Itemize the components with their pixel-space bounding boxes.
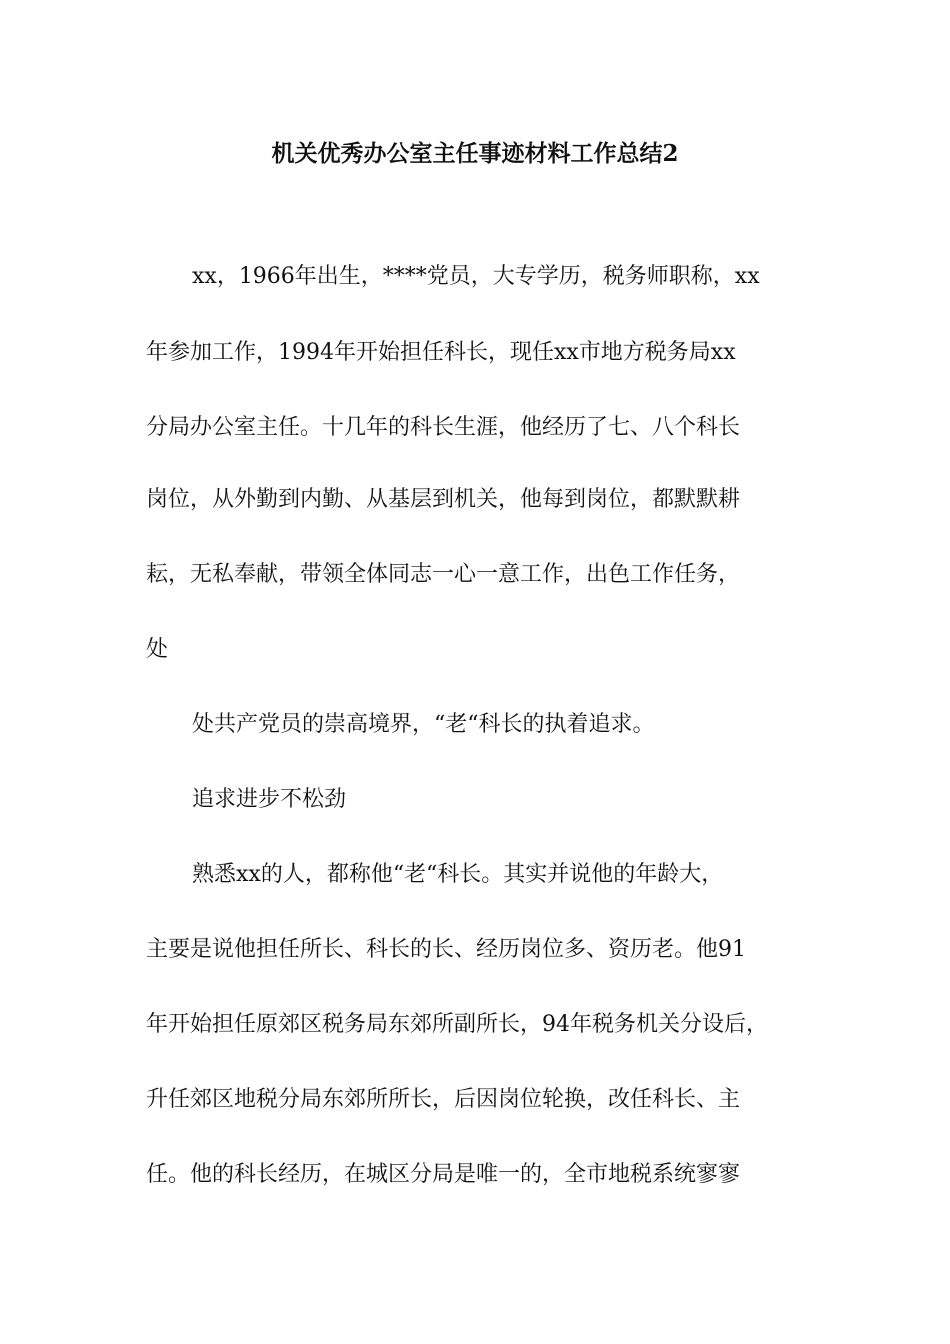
paragraph-line: 年开始担任原郊区税务局东郊所副所长，94年税务机关分设后， (146, 1012, 768, 1037)
paragraph-line: xx，1966年出生，****党员，大专学历，税务师职称，xx (192, 264, 760, 289)
paragraph-line: 熟悉xx的人，都称他“老“科长。其实并说他的年龄大， (192, 862, 724, 887)
document-title: 机关优秀办公室主任事迹材料工作总结2 (271, 140, 679, 167)
paragraph-line: 分局办公室主任。十几年的科长生涯，他经历了七、八个科长 (146, 415, 741, 440)
paragraph-line: 升任郊区地税分局东郊所所长，后因岗位轮换，改任科长、主 (146, 1087, 741, 1112)
paragraph-line: 任。他的科长经历，在城区分局是唯一的，全市地税系统寥寥 (146, 1162, 741, 1187)
paragraph-line: 岗位，从外勤到内勤、从基层到机关，他每到岗位，都默默耕 (146, 487, 741, 512)
paragraph-line: 年参加工作，1994年开始担任科长，现任xx市地方税务局xx (146, 340, 736, 365)
section-heading: 追求进步不松劲 (192, 787, 347, 812)
paragraph-line: 主要是说他担任所长、科长的长、经历岗位多、资历老。他91 (146, 937, 746, 962)
paragraph-line: 处共产党员的崇高境界，“老“科长的执着追求。 (192, 712, 655, 737)
paragraph-line: 处 (146, 637, 169, 662)
paragraph-line: 耘，无私奉献，带领全体同志一心一意工作，出色工作任务， (146, 562, 741, 587)
